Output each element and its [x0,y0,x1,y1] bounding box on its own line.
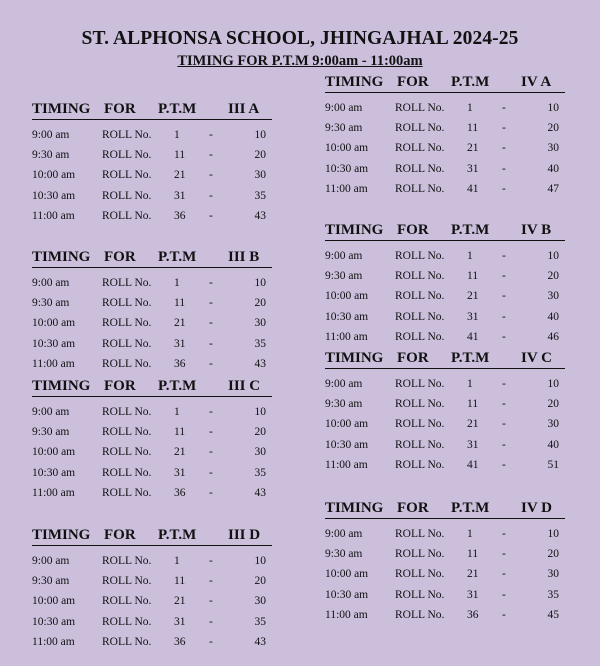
heading-ptm: P.T.M [451,74,490,90]
range-dash: - [209,189,213,202]
roll-label: ROLL No. [102,575,152,588]
slot-time: 9:00 am [32,555,70,567]
slot-time: 10:00 am [325,418,369,431]
roll-from: 21 [467,142,479,155]
slot-time: 11:00 am [325,458,368,471]
range-dash: - [502,162,506,175]
schedule-row [325,163,565,183]
roll-from: 11 [467,270,479,283]
roll-to: 20 [254,297,266,310]
roll-label: ROLL No. [102,129,152,141]
roll-label: ROLL No. [395,608,445,621]
range-dash: - [209,595,213,608]
page-title: ST. ALPHONSA SCHOOL, JHINGAJHAL 2024-25 [81,28,519,49]
heading-timing: TIMING [32,101,91,117]
roll-to: 10 [254,129,266,141]
slot-time: 9:30 am [32,297,70,310]
roll-to: 20 [547,270,559,283]
block-heading [32,101,272,120]
roll-from: 36 [174,209,186,222]
roll-from: 31 [174,466,186,479]
block-heading [325,74,565,93]
roll-label: ROLL No. [102,486,152,499]
slot-time: 10:00 am [32,595,76,608]
roll-to: 30 [547,290,559,303]
roll-from: 31 [467,162,479,175]
roll-from: 31 [174,337,186,350]
roll-to: 40 [547,310,559,323]
roll-label: ROLL No. [395,142,445,155]
roll-to: 46 [547,330,559,343]
block-heading [325,222,565,241]
schedule-row [32,636,272,656]
heading-for: FOR [104,378,136,394]
roll-from: 41 [467,458,479,471]
roll-label: ROLL No. [102,446,152,459]
roll-label: ROLL No. [395,270,445,283]
schedule-row [325,568,565,588]
roll-from: 21 [467,568,479,581]
schedule-row [32,467,272,487]
slot-time: 9:00 am [325,528,363,540]
slot-time: 10:30 am [325,438,369,451]
class-block-iii-d [32,527,272,656]
range-dash: - [502,270,506,283]
roll-to: 10 [254,277,266,289]
heading-for: FOR [104,249,136,265]
schedule-rows [325,250,565,351]
roll-to: 30 [547,418,559,431]
slot-time: 11:00 am [32,486,75,499]
roll-from: 11 [467,122,479,135]
slot-time: 9:30 am [325,398,363,411]
roll-label: ROLL No. [395,398,445,411]
heading-for: FOR [397,500,429,516]
roll-from: 21 [174,317,186,330]
slot-time: 10:00 am [32,169,76,182]
heading-ptm: P.T.M [451,350,490,366]
schedule-row [32,277,272,297]
roll-label: ROLL No. [395,588,445,601]
roll-label: ROLL No. [395,330,445,343]
schedule-row [32,169,272,189]
slot-time: 10:30 am [325,588,369,601]
range-dash: - [209,446,213,459]
class-block-iii-c [32,378,272,507]
heading-ptm: P.T.M [451,222,490,238]
roll-from: 11 [467,548,479,561]
roll-from: 36 [174,357,186,370]
roll-label: ROLL No. [395,182,445,195]
heading-timing: TIMING [32,527,91,543]
range-dash: - [502,398,506,411]
slot-time: 10:00 am [325,290,369,303]
roll-label: ROLL No. [395,102,445,114]
roll-to: 20 [547,122,559,135]
roll-label: ROLL No. [102,466,152,479]
roll-to: 20 [547,548,559,561]
heading-for: FOR [397,350,429,366]
heading-timing: TIMING [32,378,91,394]
heading-timing: TIMING [325,74,384,90]
roll-from: 1 [467,528,473,540]
range-dash: - [502,548,506,561]
range-dash: - [502,122,506,135]
slot-time: 10:30 am [32,337,76,350]
schedule-rows [32,406,272,507]
range-dash: - [209,169,213,182]
schedule-rows [32,129,272,230]
slot-time: 9:00 am [32,277,70,289]
schedule-row [32,616,272,636]
schedule-row [32,575,272,595]
roll-label: ROLL No. [102,426,152,439]
roll-to: 30 [254,595,266,608]
heading-class-name: III A [228,101,260,117]
roll-label: ROLL No. [395,310,445,323]
schedule-row [32,426,272,446]
roll-to: 43 [254,209,266,222]
schedule-row [325,311,565,331]
roll-label: ROLL No. [102,555,152,567]
roll-to: 10 [254,406,266,418]
class-block-iv-b [325,222,565,351]
roll-to: 43 [254,357,266,370]
roll-label: ROLL No. [102,277,152,289]
class-block-iv-a [325,74,565,203]
range-dash: - [502,568,506,581]
roll-label: ROLL No. [395,458,445,471]
slot-time: 11:00 am [32,209,75,222]
range-dash: - [502,438,506,451]
roll-label: ROLL No. [395,568,445,581]
range-dash: - [502,250,506,262]
schedule-row [32,149,272,169]
range-dash: - [209,575,213,588]
roll-to: 30 [254,317,266,330]
roll-from: 31 [467,588,479,601]
heading-timing: TIMING [325,350,384,366]
slot-time: 9:30 am [32,575,70,588]
roll-to: 35 [254,615,266,628]
slot-time: 10:30 am [32,466,76,479]
range-dash: - [502,528,506,540]
roll-to: 20 [254,575,266,588]
class-block-iii-a [32,101,272,230]
roll-to: 35 [254,337,266,350]
class-block-iii-b [32,249,272,378]
schedule-row [325,102,565,122]
schedule-row [325,418,565,438]
roll-to: 43 [254,635,266,648]
range-dash: - [502,588,506,601]
range-dash: - [209,486,213,499]
roll-from: 1 [174,129,180,141]
roll-label: ROLL No. [102,595,152,608]
heading-ptm: P.T.M [158,249,197,265]
roll-label: ROLL No. [102,317,152,330]
roll-label: ROLL No. [395,418,445,431]
roll-to: 35 [547,588,559,601]
roll-from: 36 [467,608,479,621]
slot-time: 10:00 am [32,317,76,330]
roll-from: 1 [174,406,180,418]
roll-from: 41 [467,330,479,343]
roll-to: 20 [547,398,559,411]
schedule-row [325,459,565,479]
schedule-row [32,190,272,210]
block-heading [32,378,272,397]
range-dash: - [209,635,213,648]
roll-label: ROLL No. [395,378,445,390]
slot-time: 9:30 am [325,270,363,283]
block-heading [32,527,272,546]
roll-label: ROLL No. [395,438,445,451]
range-dash: - [502,608,506,621]
schedule-row [32,129,272,149]
roll-from: 21 [467,290,479,303]
roll-from: 36 [174,486,186,499]
roll-from: 41 [467,182,479,195]
roll-from: 21 [174,446,186,459]
heading-for: FOR [397,74,429,90]
schedule-row [325,290,565,310]
slot-time: 9:00 am [32,129,70,141]
slot-time: 11:00 am [325,182,368,195]
roll-from: 21 [174,595,186,608]
schedule-row [325,122,565,142]
roll-from: 36 [174,635,186,648]
schedule-row [32,595,272,615]
heading-class-name: IV D [521,500,552,516]
roll-label: ROLL No. [102,357,152,370]
slot-time: 10:30 am [325,310,369,323]
roll-label: ROLL No. [102,635,152,648]
roll-to: 43 [254,486,266,499]
schedule-row [325,548,565,568]
schedule-row [32,210,272,230]
slot-time: 11:00 am [325,330,368,343]
schedule-rows [325,528,565,629]
heading-class-name: IV B [521,222,552,238]
roll-from: 31 [174,189,186,202]
roll-to: 10 [547,250,559,262]
heading-for: FOR [104,527,136,543]
roll-to: 45 [547,608,559,621]
schedule-row [325,609,565,629]
slot-time: 10:30 am [32,615,76,628]
roll-from: 21 [467,418,479,431]
heading-timing: TIMING [325,222,384,238]
roll-label: ROLL No. [102,297,152,310]
heading-ptm: P.T.M [158,101,197,117]
heading-class-name: IV C [521,350,552,366]
roll-to: 51 [547,458,559,471]
schedule-row [325,183,565,203]
range-dash: - [209,317,213,330]
heading-timing: TIMING [32,249,91,265]
range-dash: - [209,406,213,418]
block-heading [325,500,565,519]
range-dash: - [209,129,213,141]
roll-from: 1 [467,102,473,114]
schedule-row [32,446,272,466]
schedule-row [32,297,272,317]
range-dash: - [502,330,506,343]
roll-to: 30 [254,169,266,182]
schedule-row [32,317,272,337]
heading-for: FOR [104,101,136,117]
range-dash: - [502,378,506,390]
roll-label: ROLL No. [102,169,152,182]
slot-time: 10:30 am [32,189,76,202]
slot-time: 11:00 am [325,608,368,621]
range-dash: - [502,102,506,114]
slot-time: 9:30 am [32,426,70,439]
heading-ptm: P.T.M [451,500,490,516]
schedule-row [325,528,565,548]
roll-from: 1 [467,378,473,390]
roll-label: ROLL No. [102,406,152,418]
roll-from: 21 [174,169,186,182]
schedule-row [325,270,565,290]
roll-label: ROLL No. [102,149,152,162]
roll-from: 1 [174,555,180,567]
class-block-iv-d [325,500,565,629]
range-dash: - [209,149,213,162]
roll-from: 11 [467,398,479,411]
range-dash: - [209,209,213,222]
range-dash: - [502,310,506,323]
roll-to: 20 [254,426,266,439]
roll-to: 20 [254,149,266,162]
heading-class-name: III C [228,378,261,394]
heading-ptm: P.T.M [158,527,197,543]
roll-from: 31 [467,438,479,451]
range-dash: - [209,297,213,310]
roll-from: 11 [174,575,186,588]
schedule-row [325,589,565,609]
slot-time: 9:30 am [325,122,363,135]
roll-label: ROLL No. [395,162,445,175]
slot-time: 11:00 am [32,357,75,370]
slot-time: 10:00 am [325,142,369,155]
roll-label: ROLL No. [395,290,445,303]
roll-to: 47 [547,182,559,195]
roll-to: 30 [547,142,559,155]
range-dash: - [502,458,506,471]
range-dash: - [502,142,506,155]
roll-label: ROLL No. [102,189,152,202]
schedule-row [325,142,565,162]
range-dash: - [209,357,213,370]
schedule-row [325,331,565,351]
schedule-rows [325,378,565,479]
roll-label: ROLL No. [395,528,445,540]
heading-class-name: III D [228,527,261,543]
roll-from: 1 [467,250,473,262]
roll-to: 10 [547,528,559,540]
roll-label: ROLL No. [395,122,445,135]
slot-time: 10:00 am [32,446,76,459]
schedule-row [325,439,565,459]
schedule-row [32,555,272,575]
roll-from: 11 [174,426,186,439]
roll-from: 11 [174,297,186,310]
schedule-row [325,250,565,270]
schedule-row [32,487,272,507]
schedule-row [32,338,272,358]
range-dash: - [209,555,213,567]
roll-label: ROLL No. [102,337,152,350]
roll-to: 30 [547,568,559,581]
roll-label: ROLL No. [395,548,445,561]
heading-timing: TIMING [325,500,384,516]
slot-time: 9:30 am [325,548,363,561]
schedule-rows [32,555,272,656]
schedule-rows [325,102,565,203]
slot-time: 9:00 am [32,406,70,418]
roll-label: ROLL No. [102,615,152,628]
slot-time: 10:30 am [325,162,369,175]
roll-from: 31 [174,615,186,628]
page-subtitle: TIMING FOR P.T.M 9:00am - 11:00am [177,53,423,69]
slot-time: 10:00 am [325,568,369,581]
range-dash: - [209,615,213,628]
roll-to: 10 [254,555,266,567]
roll-from: 11 [174,149,186,162]
roll-from: 31 [467,310,479,323]
roll-to: 40 [547,162,559,175]
roll-to: 35 [254,466,266,479]
schedule-row [32,406,272,426]
class-block-iv-c [325,350,565,479]
slot-time: 11:00 am [32,635,75,648]
slot-time: 9:00 am [325,250,363,262]
heading-class-name: III B [228,249,260,265]
range-dash: - [502,418,506,431]
roll-to: 35 [254,189,266,202]
heading-for: FOR [397,222,429,238]
range-dash: - [502,290,506,303]
schedule-row [32,358,272,378]
roll-to: 30 [254,446,266,459]
slot-time: 9:00 am [325,102,363,114]
roll-label: ROLL No. [102,209,152,222]
slot-time: 9:00 am [325,378,363,390]
roll-from: 1 [174,277,180,289]
roll-to: 10 [547,102,559,114]
slot-time: 9:30 am [32,149,70,162]
schedule-row [325,398,565,418]
range-dash: - [209,337,213,350]
roll-to: 10 [547,378,559,390]
block-heading [325,350,565,369]
range-dash: - [209,426,213,439]
range-dash: - [209,466,213,479]
range-dash: - [502,182,506,195]
roll-label: ROLL No. [395,250,445,262]
range-dash: - [209,277,213,289]
heading-class-name: IV A [521,74,552,90]
roll-to: 40 [547,438,559,451]
schedule-row [325,378,565,398]
schedule-rows [32,277,272,378]
block-heading [32,249,272,268]
heading-ptm: P.T.M [158,378,197,394]
